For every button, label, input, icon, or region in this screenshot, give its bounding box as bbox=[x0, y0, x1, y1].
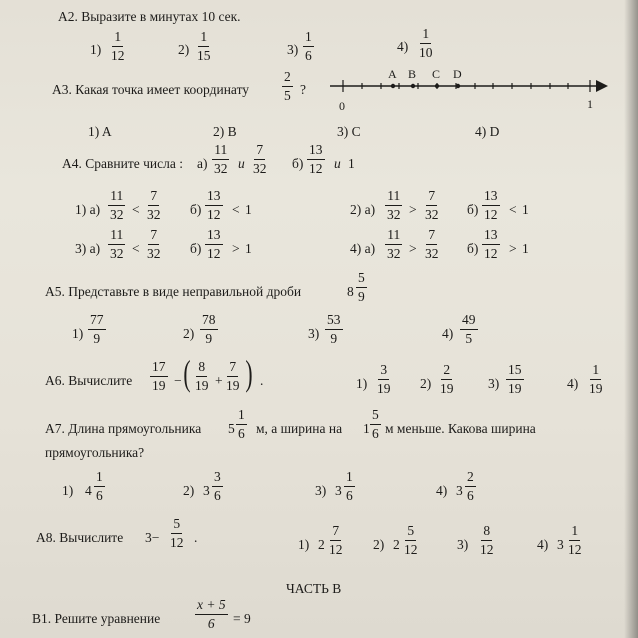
a4-o1-sign-a: < bbox=[132, 202, 140, 217]
point-d-label: D bbox=[453, 67, 462, 81]
a7-option-3-whole: 3 bbox=[335, 483, 342, 498]
a2-option-2-fraction: $\frac{1}{15}$ bbox=[197, 29, 211, 63]
a4-option-1-label: 1) а) bbox=[75, 202, 101, 217]
point-a-label: A bbox=[388, 67, 397, 81]
a6-option-4-fraction: $\frac{1}{19}$ bbox=[589, 362, 603, 396]
a7-fraction-1: $\frac{1}{6}$ bbox=[238, 407, 245, 441]
a7-question-start: A7. Длина прямоугольника bbox=[45, 421, 202, 436]
a4-o1-fraction-1: $\frac{11}{32}$ bbox=[110, 188, 124, 222]
a7-whole-1: 5 bbox=[228, 421, 235, 436]
point-d-dot bbox=[456, 84, 460, 88]
a4-o3-sign-a: < bbox=[132, 241, 140, 256]
a4-o3-fraction-3: $\frac{13}{12}$ bbox=[207, 227, 221, 261]
a6-option-3-label: 3) bbox=[488, 376, 500, 391]
a6-left-paren: ( bbox=[183, 353, 191, 393]
point-c-dot bbox=[435, 84, 439, 88]
a5-option-3-fraction: $\frac{53}{9}$ bbox=[327, 312, 341, 346]
a7-option-3-fraction: $\frac{1}{6}$ bbox=[346, 469, 353, 503]
a6-fraction-3: $\frac{7}{19}$ bbox=[226, 359, 240, 393]
a7-option-1-fraction: $\frac{1}{6}$ bbox=[96, 469, 103, 503]
number-line bbox=[0, 0, 638, 130]
a2-option-4-label: 4) bbox=[397, 39, 409, 54]
a4-o4-part-b: б) bbox=[467, 241, 479, 256]
a6-right-paren: ) bbox=[245, 353, 253, 393]
a4-o3-fraction-2: $\frac{7}{32}$ bbox=[147, 227, 161, 261]
a7-fraction-2: $\frac{5}{6}$ bbox=[372, 407, 379, 441]
a8-option-3-fraction: $\frac{8}{12}$ bbox=[480, 523, 494, 557]
a8-option-4-whole: 3 bbox=[557, 537, 564, 552]
a8-option-4-label: 4) bbox=[537, 537, 549, 552]
a6-option-2-label: 2) bbox=[420, 376, 432, 391]
a4-o4-fraction-2: $\frac{7}{32}$ bbox=[425, 227, 439, 261]
a4-o4-fraction-1: $\frac{11}{32}$ bbox=[387, 227, 401, 261]
a4-question: A4. Сравните числа : bbox=[62, 156, 183, 171]
a6-question: A6. Вычислите bbox=[45, 373, 133, 388]
a6-minus: − bbox=[174, 373, 182, 388]
a6-plus: + bbox=[215, 373, 223, 388]
a6-option-1-fraction: $\frac{3}{19}$ bbox=[377, 362, 391, 396]
a2-option-3-fraction: $\frac{1}{6}$ bbox=[305, 29, 312, 63]
a8-option-2-fraction: $\frac{5}{12}$ bbox=[404, 523, 418, 557]
a4-a-and: и bbox=[238, 156, 245, 171]
a4-o1-fraction-3: $\frac{13}{12}$ bbox=[207, 188, 221, 222]
a3-coordinate-fraction: $\frac{2}{5}$ bbox=[284, 69, 291, 103]
a4-o3-part-b: б) bbox=[190, 241, 202, 256]
a4-o1-fraction-2: $\frac{7}{32}$ bbox=[147, 188, 161, 222]
a6-option-3-fraction: $\frac{15}{19}$ bbox=[508, 362, 522, 396]
a2-option-1-fraction: $\frac{1}{12}$ bbox=[111, 29, 125, 63]
a8-option-1-label: 1) bbox=[298, 537, 310, 552]
a3-option-3: 3) C bbox=[337, 124, 361, 139]
point-b-dot bbox=[411, 84, 415, 88]
a7-option-1-label: 1) bbox=[62, 483, 74, 498]
part-b-heading: ЧАСТЬ В bbox=[286, 581, 342, 596]
a3-option-4: 4) D bbox=[475, 124, 500, 139]
a7-option-4-fraction: $\frac{2}{6}$ bbox=[467, 469, 474, 503]
a5-option-2-fraction: $\frac{78}{9}$ bbox=[202, 312, 216, 346]
a7-option-2-fraction: $\frac{3}{6}$ bbox=[214, 469, 221, 503]
a6-fraction-1: $\frac{17}{19}$ bbox=[152, 359, 166, 393]
a2-question: A2. Выразите в минутах 10 сек. bbox=[58, 9, 241, 24]
a4-o4-sign-a: > bbox=[409, 241, 417, 256]
a6-fraction-2: $\frac{8}{19}$ bbox=[195, 359, 209, 393]
a4-o3-sign-b: > bbox=[232, 241, 240, 256]
a5-option-1-fraction: $\frac{77}{9}$ bbox=[90, 312, 104, 346]
a4-o2-fraction-2: $\frac{7}{32}$ bbox=[425, 188, 439, 222]
a8-option-1-whole: 2 bbox=[318, 537, 325, 552]
a4-o1-sign-b: < bbox=[232, 202, 240, 217]
a4-part-b: б) bbox=[292, 156, 304, 171]
a4-option-3-label: 3) а) bbox=[75, 241, 101, 256]
a7-option-2-whole: 3 bbox=[203, 483, 210, 498]
a4-o4-one: 1 bbox=[522, 241, 529, 256]
point-a-dot bbox=[391, 84, 395, 88]
a7-option-4-whole: 3 bbox=[456, 483, 463, 498]
a4-o1-one: 1 bbox=[245, 202, 252, 217]
a4-o1-part-b: б) bbox=[190, 202, 202, 217]
a7-question-line-2: прямоугольника? bbox=[45, 445, 145, 460]
a2-option-2-label: 2) bbox=[178, 42, 190, 57]
a7-option-4-label: 4) bbox=[436, 483, 448, 498]
a4-b-and: и bbox=[334, 156, 341, 171]
a5-question: A5. Представьте в виде неправильной дроби bbox=[45, 284, 302, 299]
b1-equation-rhs: = 9 bbox=[233, 611, 251, 626]
a3-option-1: 1) A bbox=[88, 124, 112, 139]
a8-dot: . bbox=[194, 530, 198, 545]
a3-question-mark: ? bbox=[300, 82, 306, 97]
a8-option-2-whole: 2 bbox=[393, 537, 400, 552]
a5-option-4-fraction: $\frac{49}{5}$ bbox=[462, 312, 476, 346]
a7-option-1-whole: 4 bbox=[85, 483, 92, 498]
point-c-label: C bbox=[432, 67, 441, 81]
a4-o2-fraction-3: $\frac{13}{12}$ bbox=[484, 188, 498, 222]
a7-option-2-label: 2) bbox=[183, 483, 195, 498]
a6-option-2-fraction: $\frac{2}{19}$ bbox=[440, 362, 454, 396]
a5-option-2-label: 2) bbox=[183, 326, 195, 341]
a4-option-2-label: 2) а) bbox=[350, 202, 376, 217]
a4-o2-part-b: б) bbox=[467, 202, 479, 217]
a8-option-1-fraction: $\frac{7}{12}$ bbox=[329, 523, 343, 557]
number-line-one: 1 bbox=[587, 97, 593, 111]
a4-b-fraction: $\frac{13}{12}$ bbox=[309, 142, 323, 176]
number-line-zero: 0 bbox=[339, 99, 345, 113]
a7-question-end: м меньше. Какова ширина bbox=[385, 421, 536, 436]
a5-whole: 8 bbox=[347, 284, 354, 299]
a8-question: A8. Вычислите bbox=[36, 530, 124, 545]
a4-b-one: 1 bbox=[348, 156, 355, 171]
a5-option-4-label: 4) bbox=[442, 326, 454, 341]
a4-o4-sign-b: > bbox=[509, 241, 517, 256]
a5-fraction: $\frac{5}{9}$ bbox=[358, 270, 365, 304]
a7-question-middle: м, а ширина на bbox=[256, 421, 343, 436]
a4-o3-fraction-1: $\frac{11}{32}$ bbox=[110, 227, 124, 261]
a3-option-2: 2) B bbox=[213, 124, 237, 139]
a8-option-2-label: 2) bbox=[373, 537, 385, 552]
a6-option-1-label: 1) bbox=[356, 376, 368, 391]
point-b-label: B bbox=[408, 67, 417, 81]
a4-option-4-label: 4) а) bbox=[350, 241, 376, 256]
a7-option-3-label: 3) bbox=[315, 483, 327, 498]
b1-question: B1. Решите уравнение bbox=[32, 611, 161, 626]
b1-equation-fraction: $\frac{x + 5}{6}$ bbox=[197, 597, 226, 631]
a4-part-a: а) bbox=[197, 156, 208, 171]
a6-dot: . bbox=[260, 373, 264, 388]
a2-option-1-label: 1) bbox=[90, 42, 102, 57]
a4-o2-fraction-1: $\frac{11}{32}$ bbox=[387, 188, 401, 222]
a6-option-4-label: 4) bbox=[567, 376, 579, 391]
a4-o4-fraction-3: $\frac{13}{12}$ bbox=[484, 227, 498, 261]
a8-option-3-label: 3) bbox=[457, 537, 469, 552]
a7-whole-2: 1 bbox=[363, 421, 370, 436]
a8-option-4-fraction: $\frac{1}{12}$ bbox=[568, 523, 582, 557]
a8-expression: 3− bbox=[145, 530, 160, 545]
a3-question: A3. Какая точка имеет координату bbox=[52, 82, 250, 97]
a4-o2-sign-b: < bbox=[509, 202, 517, 217]
a4-o3-one: 1 bbox=[245, 241, 252, 256]
a2-option-4-fraction: $\frac{1}{10}$ bbox=[419, 26, 433, 60]
a4-a-fraction-2: $\frac{7}{32}$ bbox=[253, 142, 267, 176]
a4-o2-sign-a: > bbox=[409, 202, 417, 217]
a4-o2-one: 1 bbox=[522, 202, 529, 217]
a5-option-1-label: 1) bbox=[72, 326, 84, 341]
a5-option-3-label: 3) bbox=[308, 326, 320, 341]
a2-option-3-label: 3) bbox=[287, 42, 299, 57]
a8-fraction: $\frac{5}{12}$ bbox=[170, 516, 184, 550]
a4-a-fraction-1: $\frac{11}{32}$ bbox=[214, 142, 228, 176]
